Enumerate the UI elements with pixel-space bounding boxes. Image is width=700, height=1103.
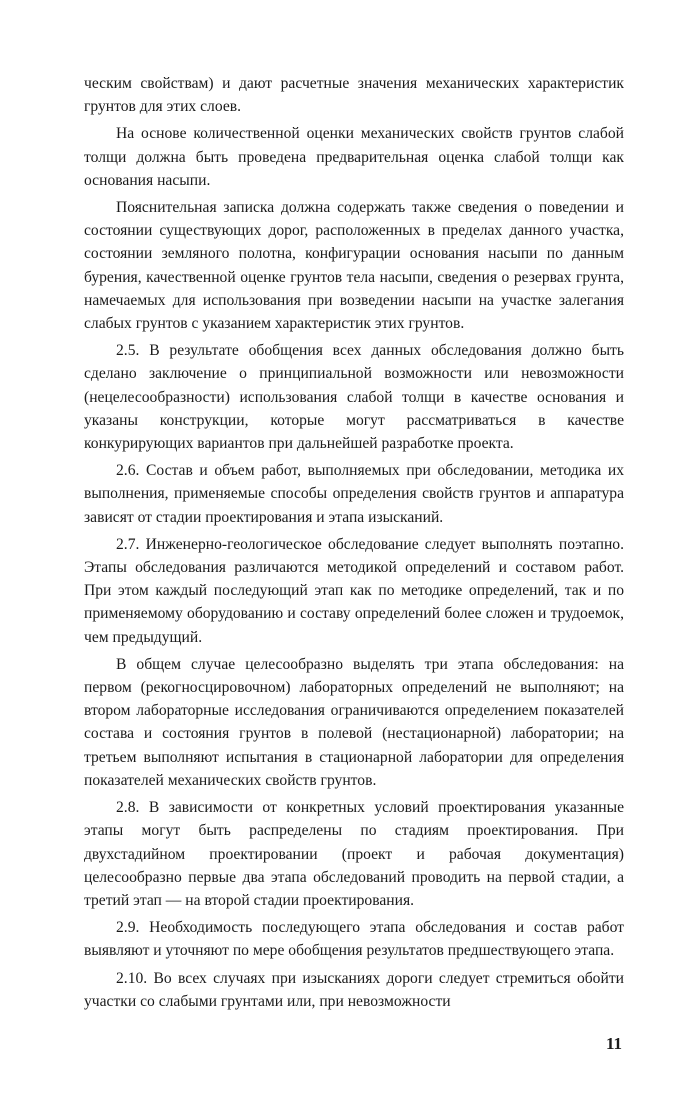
paragraph-2-8: 2.8. В зависимости от конкретных условий проектирования указанные этапы могут быть распределены по стадиям проектирования. При двухстадийном проектировании (проект и рабочая документация) целесообразно первые два этапа обследований проводить на первой стадии, а третий этап — на второй стадии проектирования. <box>84 799 624 909</box>
paragraph-continuation: ческим свойствам) и дают расчетные значения механических характеристик грунтов для этих слоев. <box>84 75 624 116</box>
paragraph-explanatory-note: Пояснительная записка должна содержать также сведения о поведении и состоянии существующих дорог, расположенных в пределах данного участка, состоянии земляного полотна, конфигурации основания насыпи по данным бурения, качественной оценке грунтов тела насыпи, сведения о резервах грунта, намечаемых для использования при возведении насыпи на участке залегания слабых грунтов с указанием характеристик этих грунтов. <box>84 199 624 333</box>
paragraph-2-6: 2.6. Состав и объем работ, выполняемых при обследовании, методика их выполнения, применяемые способы определения свойств грунтов и аппаратура зависят от стадии проектирования и этапа изысканий. <box>84 462 624 526</box>
paragraph-mechanical-assessment: На основе количественной оценки механических свойств грунтов слабой толщи должна быть проведена предварительная оценка слабой толщи как основания насыпи. <box>84 125 624 189</box>
paragraph-three-stages: В общем случае целесообразно выделять три этапа обследования: на первом (рекогносцировочном) лабораторных определений не выполняют; на втором лабораторные исследования ограничиваются определением показателей состава и состояния грунтов в полевой (нестационарной) лаборатории; на третьем выполняют испытания в стационарной лаборатории для определения показателей механических свойств грунтов. <box>84 655 624 789</box>
paragraph-2-10: 2.10. Во всех случаях при изысканиях дороги следует стремиться обойти участки со слабыми грунтами или, при невозможности <box>84 969 624 1010</box>
page-number: 11 <box>605 1034 622 1053</box>
paragraph-2-7: 2.7. Инженерно-геологическое обследование следует выполнять поэтапно. Этапы обследования различаются методикой определений и составом работ. При этом каждый последующий этап как по методике определений, так и по применяемому оборудованию и составу определений более сложен и трудоемок, чем предыдущий. <box>84 535 624 646</box>
paragraph-2-9: 2.9. Необходимость последующего этапа обследования и состав работ выявляют и уточняют по мере обобщения результатов предшествующего этапа. <box>84 919 624 960</box>
page-body <box>84 72 624 1017</box>
paragraph-2-5: 2.5. В результате обобщения всех данных обследования должно быть сделано заключение о принципиальной возможности или невозможности (нецелесообразности) использования слабой толщи в качестве основания и указаны конструкции, которые могут рассматриваться в качестве конкурирующих вариантов при дальнейшей разработке проекта. <box>84 342 624 453</box>
